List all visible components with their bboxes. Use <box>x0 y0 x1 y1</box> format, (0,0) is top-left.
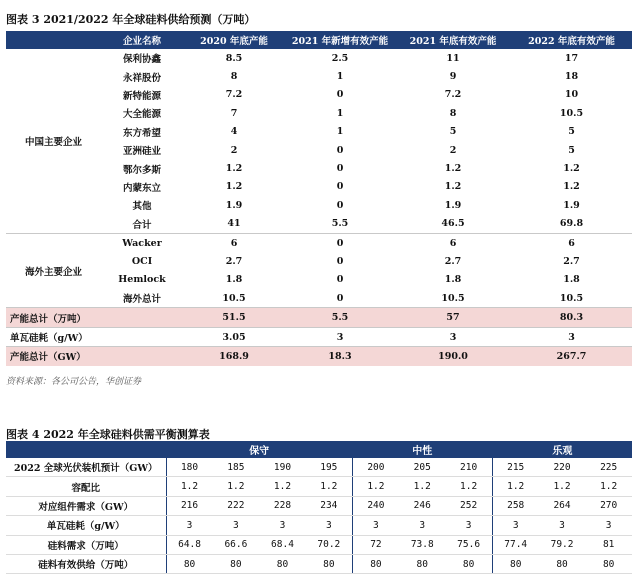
table-cell: 合计 <box>132 219 152 231</box>
table-cell: 51.5 <box>183 308 285 327</box>
table-cell: 1.2 <box>492 477 539 496</box>
table-cell: 新特能源 <box>122 90 161 102</box>
table-cell: 1.2 <box>563 181 580 193</box>
table-cell: 3 <box>399 516 446 535</box>
table-cell: 220 <box>539 458 586 477</box>
table-cell: 11 <box>446 52 460 64</box>
table-row <box>6 233 632 252</box>
table-cell: 80 <box>399 554 446 573</box>
table-cell: 75.6 <box>446 535 493 554</box>
table-cell: 3 <box>585 516 632 535</box>
table-cell: 80 <box>166 554 213 573</box>
table-cell: 1.2 <box>563 163 580 175</box>
table-cell: 1.2 <box>446 477 493 496</box>
table-cell: 内蒙东立 <box>122 182 161 194</box>
table-cell: 18.3 <box>285 347 395 366</box>
table-cell: 190.0 <box>395 347 511 366</box>
table-cell: 0 <box>336 144 344 156</box>
table-cell: 单瓦硅耗（g/W） <box>6 516 166 535</box>
table-cell: 单瓦硅耗（g/W） <box>6 327 183 346</box>
table-cell: 6 <box>511 233 632 252</box>
table-cell: 258 <box>492 496 539 515</box>
table3-caption: 图表 3 2021/2022 年全球硅料供给预测（万吨） <box>6 13 256 26</box>
table-cell: 1.9 <box>444 199 462 211</box>
table-cell: OCI <box>131 255 153 267</box>
table-cell: 41 <box>227 218 241 230</box>
scenario-header-conservative: 保守 <box>166 441 352 458</box>
table-cell: 79.2 <box>539 535 586 554</box>
table-cell: 产能总计（GW） <box>6 347 183 366</box>
supply-demand-balance-table <box>6 441 632 574</box>
table-cell: 80 <box>446 554 493 573</box>
table-cell: 3 <box>446 516 493 535</box>
table-cell: 81 <box>585 535 632 554</box>
table-cell: 0 <box>336 274 344 286</box>
table-cell: 5 <box>449 126 457 138</box>
table-cell: 0 <box>336 89 344 101</box>
summary-row <box>6 327 632 346</box>
table-cell: 10.5 <box>559 107 584 119</box>
table-cell: 5.5 <box>331 218 349 230</box>
table-cell: 大全能源 <box>122 109 161 121</box>
table-row <box>6 516 632 535</box>
table3-header-row <box>6 31 632 49</box>
table-cell: 硅料有效供给（万吨） <box>6 554 166 573</box>
table-cell: 5.5 <box>285 308 395 327</box>
table-cell: 1.2 <box>585 477 632 496</box>
scenario-header-neutral: 中性 <box>352 441 492 458</box>
table-cell: 8 <box>230 71 238 83</box>
table-cell: 2.7 <box>225 255 243 267</box>
table-cell: 270 <box>585 496 632 515</box>
table-cell: 对应组件需求（GW） <box>6 496 166 515</box>
table-cell: 77.4 <box>492 535 539 554</box>
table-cell: 3 <box>306 516 353 535</box>
table-cell: 0 <box>285 233 395 252</box>
table-cell: 222 <box>213 496 260 515</box>
table-cell: 80 <box>539 554 586 573</box>
table-cell: 1.2 <box>399 477 446 496</box>
table4-header-row <box>6 441 632 458</box>
table-cell: 70.2 <box>306 535 353 554</box>
table-cell: 1.2 <box>225 181 243 193</box>
table-cell: 1.2 <box>539 477 586 496</box>
table-cell: 鄂尔多斯 <box>122 164 161 176</box>
table-cell: Wacker <box>101 233 183 252</box>
table3-header-cell: 2021 年底有效产能 <box>395 31 511 49</box>
table-cell: 东方希望 <box>122 127 161 139</box>
table-cell: 产能总计（万吨） <box>6 308 183 327</box>
table-cell: 保利协鑫 <box>122 54 161 66</box>
table-cell: 80 <box>492 554 539 573</box>
table-cell: 246 <box>399 496 446 515</box>
table-cell: 225 <box>585 458 632 477</box>
table-cell: 264 <box>539 496 586 515</box>
group-label-overseas: 海外主要企业 <box>6 233 101 308</box>
summary-row <box>6 347 632 366</box>
table-cell: 240 <box>352 496 399 515</box>
table-cell: 72 <box>352 535 399 554</box>
table-cell: 2 <box>449 144 457 156</box>
table-cell: 0 <box>336 199 344 211</box>
table-cell: 海外总计 <box>122 294 161 306</box>
table-cell: 2022 全球光伏装机预计（GW） <box>6 458 166 477</box>
table-cell: 205 <box>399 458 446 477</box>
table-cell: 1.2 <box>444 163 462 175</box>
table3-header-cell: 2021 年新增有效产能 <box>285 31 395 49</box>
scenario-header-optimistic: 乐观 <box>492 441 632 458</box>
table-cell: 215 <box>492 458 539 477</box>
table-cell: 216 <box>166 496 213 515</box>
table-cell: 1.2 <box>259 477 306 496</box>
table-cell: 267.7 <box>511 347 632 366</box>
table-cell: 3 <box>395 327 511 346</box>
table-cell: 80 <box>259 554 306 573</box>
table-cell: 1.8 <box>563 274 580 286</box>
table3-source-note: 资料来源：各公司公告，华创证券 <box>6 377 142 387</box>
table4-caption: 图表 4 2022 年全球硅料供需平衡测算表 <box>6 428 210 441</box>
table-cell: 1 <box>336 71 344 83</box>
table-row <box>6 49 632 67</box>
table-cell: 3 <box>259 516 306 535</box>
table-cell: 3 <box>492 516 539 535</box>
table-cell: 其他 <box>132 201 152 213</box>
table-cell: 5 <box>568 144 575 156</box>
table-row <box>6 496 632 515</box>
table-cell: 64.8 <box>166 535 213 554</box>
table-cell: 1.8 <box>444 274 462 286</box>
table-cell: 硅料需求（万吨） <box>6 535 166 554</box>
table-cell: 6 <box>183 233 285 252</box>
table-cell: 1.8 <box>225 274 243 286</box>
table-cell: Hemlock <box>118 274 166 286</box>
table-cell: 2 <box>230 144 238 156</box>
table-cell: 7.2 <box>444 89 462 101</box>
table-cell: 3 <box>511 327 632 346</box>
table-cell: 1 <box>336 107 344 119</box>
table-cell: 亚洲硅业 <box>122 146 161 158</box>
table-cell: 1.2 <box>225 163 243 175</box>
table-cell: 57 <box>395 308 511 327</box>
table-cell: 80 <box>352 554 399 573</box>
table-row <box>6 458 632 477</box>
table-cell: 5 <box>568 126 575 138</box>
table-cell: 168.9 <box>183 347 285 366</box>
table-cell: 1.9 <box>225 199 243 211</box>
table-cell: 1.2 <box>166 477 213 496</box>
table4-header-corner <box>6 441 166 458</box>
supply-forecast-table <box>6 31 632 366</box>
table-cell: 0 <box>336 163 344 175</box>
table-cell: 252 <box>446 496 493 515</box>
summary-row <box>6 308 632 327</box>
table-cell: 1.9 <box>563 199 580 211</box>
table-cell: 17 <box>564 52 579 64</box>
table-cell: 18 <box>564 71 579 83</box>
table-cell: 9 <box>449 71 457 83</box>
group-label-china: 中国主要企业 <box>24 136 82 148</box>
table-cell: 0 <box>336 292 344 304</box>
table-cell: 10.5 <box>559 292 584 304</box>
table-cell: 2.5 <box>331 52 349 64</box>
table-cell: 0 <box>336 181 344 193</box>
table-cell: 7 <box>230 107 238 119</box>
table-cell: 1.2 <box>213 477 260 496</box>
table-cell: 73.8 <box>399 535 446 554</box>
table-cell: 228 <box>259 496 306 515</box>
table-cell: 3 <box>539 516 586 535</box>
table-row <box>6 477 632 496</box>
table-cell: 80 <box>585 554 632 573</box>
table-cell: 190 <box>259 458 306 477</box>
table-cell: 1.2 <box>352 477 399 496</box>
table-cell: 10.5 <box>441 292 465 304</box>
table-cell: 3 <box>352 516 399 535</box>
table-cell: 200 <box>352 458 399 477</box>
table-cell: 1.2 <box>444 181 462 193</box>
table-cell: 3.05 <box>183 327 285 346</box>
table-cell: 185 <box>213 458 260 477</box>
table-cell: 1 <box>336 126 344 138</box>
table-cell: 195 <box>306 458 353 477</box>
table-cell: 1.2 <box>306 477 353 496</box>
table-cell: 0 <box>336 255 344 267</box>
table-cell: 80.3 <box>511 308 632 327</box>
table-cell: 234 <box>306 496 353 515</box>
table-cell: 3 <box>166 516 213 535</box>
table-row <box>6 554 632 573</box>
table-cell: 66.6 <box>213 535 260 554</box>
table-cell: 8.5 <box>225 52 243 64</box>
table-cell: 210 <box>446 458 493 477</box>
table-cell: 8 <box>449 107 457 119</box>
table-row <box>6 535 632 554</box>
table-cell: 68.4 <box>259 535 306 554</box>
table-cell: 4 <box>230 126 238 138</box>
table-cell: 永祥股份 <box>122 72 161 84</box>
table3-header-cell <box>6 31 101 49</box>
table-cell: 6 <box>395 233 511 252</box>
table3-header-cell: 2022 年底有效产能 <box>511 31 632 49</box>
table-cell: 80 <box>306 554 353 573</box>
table-cell: 2.7 <box>444 255 462 267</box>
table-cell: 7.2 <box>225 89 243 101</box>
table-cell: 80 <box>213 554 260 573</box>
table-cell: 3 <box>213 516 260 535</box>
table-cell: 69.8 <box>559 218 584 230</box>
table-cell: 容配比 <box>6 477 166 496</box>
table-cell: 2.7 <box>563 255 580 267</box>
table-cell: 10 <box>564 89 579 101</box>
table-cell: 10.5 <box>222 292 246 304</box>
table3-header-cell: 2020 年底产能 <box>183 31 285 49</box>
table-cell: 3 <box>285 327 395 346</box>
table-cell: 180 <box>166 458 213 477</box>
table3-header-cell: 企业名称 <box>101 31 183 49</box>
table-cell: 46.5 <box>441 218 465 230</box>
